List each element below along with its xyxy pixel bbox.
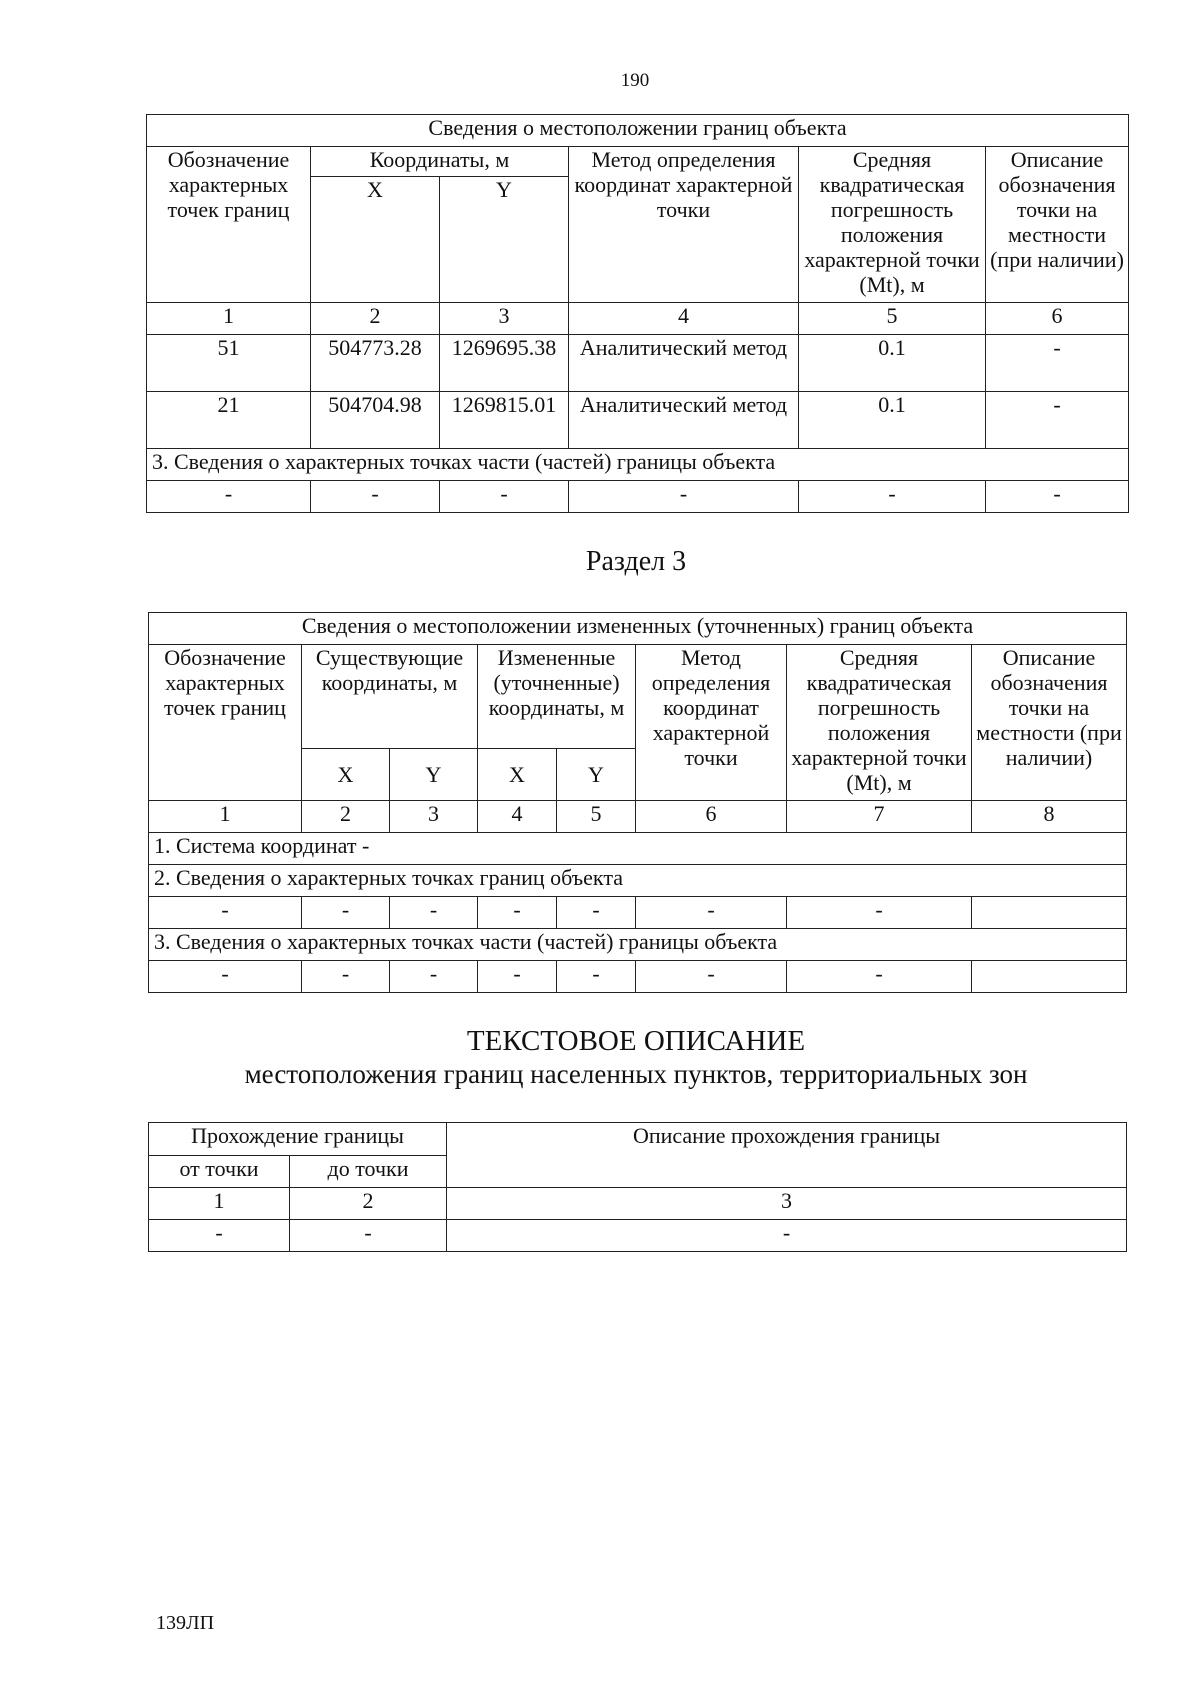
boundary-location-table bbox=[146, 114, 1129, 513]
changed-boundary-table bbox=[148, 612, 1127, 993]
header-changed-coords: Измененные (уточненные) координаты, м bbox=[478, 645, 636, 749]
footer-code: 139ЛП bbox=[156, 1612, 215, 1634]
header-method: Метод определения координат характерной точки bbox=[569, 147, 799, 303]
header-point: Обозначение характерных точек границ bbox=[149, 645, 302, 801]
cell-method: Аналитический метод bbox=[569, 335, 799, 392]
cell-empty: - bbox=[149, 1220, 290, 1252]
header-error: Средняя квадратическая погрешность положения характерной точки (Mt), м bbox=[787, 645, 972, 801]
cell-empty: - bbox=[557, 961, 636, 993]
col-number: 2 bbox=[302, 801, 390, 833]
header-existing-coords: Существующие координаты, м bbox=[302, 645, 478, 749]
cell-empty: - bbox=[478, 897, 557, 929]
cell-error: 0.1 bbox=[799, 392, 986, 449]
section3-label: 3. Сведения о характерных точках части (частей) границы объекта bbox=[149, 929, 1127, 961]
header-description: Описание обозначения точки на местности (при наличии) bbox=[972, 645, 1127, 801]
col-number: 7 bbox=[787, 801, 972, 833]
section2-label: 2. Сведения о характерных точках границ объекта bbox=[149, 865, 1127, 897]
header-x: X bbox=[311, 177, 440, 303]
section-heading: Раздел 3 bbox=[585, 546, 687, 577]
table-row bbox=[149, 897, 1127, 929]
cell-x: 504773.28 bbox=[311, 335, 440, 392]
col-number: 3 bbox=[440, 303, 569, 335]
col-number: 3 bbox=[447, 1188, 1127, 1220]
cell-empty: - bbox=[149, 961, 302, 993]
header-x: X bbox=[478, 749, 557, 801]
col-number: 2 bbox=[290, 1188, 447, 1220]
table-title: Сведения о местоположении границ объекта bbox=[147, 115, 1129, 147]
cell-empty: - bbox=[147, 481, 311, 513]
table-row bbox=[147, 481, 1129, 513]
cell-empty: - bbox=[302, 961, 390, 993]
cell-empty: - bbox=[787, 897, 972, 929]
header-from-point: от точки bbox=[149, 1156, 290, 1188]
cell-error: 0.1 bbox=[799, 335, 986, 392]
header-y: Y bbox=[557, 749, 636, 801]
header-coords: Координаты, м bbox=[311, 147, 569, 177]
cell-empty: - bbox=[390, 897, 478, 929]
header-description: Описание обозначения точки на местности (при наличии) bbox=[986, 147, 1129, 303]
cell-empty: - bbox=[636, 897, 787, 929]
cell-empty: - bbox=[478, 961, 557, 993]
table-row bbox=[147, 392, 1129, 449]
header-passage-description: Описание прохождения границы bbox=[447, 1123, 1127, 1188]
col-number: 5 bbox=[799, 303, 986, 335]
col-number: 5 bbox=[557, 801, 636, 833]
boundary-passage-table bbox=[148, 1122, 1127, 1252]
cell-empty: - bbox=[440, 481, 569, 513]
header-method: Метод определения координат характерной точки bbox=[636, 645, 787, 801]
cell-empty: - bbox=[557, 897, 636, 929]
header-error: Средняя квадратическая погрешность положения характерной точки (Mt), м bbox=[799, 147, 986, 303]
cell-empty: - bbox=[799, 481, 986, 513]
col-number: 1 bbox=[149, 801, 302, 833]
table-row bbox=[147, 335, 1129, 392]
cell-point: 21 bbox=[147, 392, 311, 449]
cell-empty: - bbox=[447, 1220, 1127, 1252]
text-description-title: ТЕКСТОВОЕ ОПИСАНИЕ bbox=[466, 1025, 806, 1057]
cell-empty: - bbox=[986, 481, 1129, 513]
col-number: 6 bbox=[636, 801, 787, 833]
cell-empty bbox=[972, 897, 1127, 929]
coord-system-label: 1. Система координат - bbox=[149, 833, 1127, 865]
col-number: 2 bbox=[311, 303, 440, 335]
text-description-subtitle: местоположения границ населенных пунктов, территориальных зон bbox=[244, 1059, 1028, 1089]
header-passage: Прохождение границы bbox=[149, 1123, 447, 1156]
table-row bbox=[149, 961, 1127, 993]
col-number: 8 bbox=[972, 801, 1127, 833]
cell-description: - bbox=[986, 392, 1129, 449]
cell-empty: - bbox=[311, 481, 440, 513]
table-row bbox=[149, 1220, 1127, 1252]
cell-description: - bbox=[986, 335, 1129, 392]
col-number: 1 bbox=[147, 303, 311, 335]
cell-empty bbox=[972, 961, 1127, 993]
cell-empty: - bbox=[290, 1220, 447, 1252]
header-x: X bbox=[302, 749, 390, 801]
cell-x: 504704.98 bbox=[311, 392, 440, 449]
col-number: 6 bbox=[986, 303, 1129, 335]
page-number: 190 bbox=[620, 70, 650, 91]
section3-label: 3. Сведения о характерных точках части (частей) границы объекта bbox=[147, 449, 1129, 481]
cell-empty: - bbox=[149, 897, 302, 929]
header-to-point: до точки bbox=[290, 1156, 447, 1188]
col-number: 1 bbox=[149, 1188, 290, 1220]
cell-empty: - bbox=[636, 961, 787, 993]
table-title: Сведения о местоположении измененных (уточненных) границ объекта bbox=[149, 613, 1127, 645]
cell-y: 1269695.38 bbox=[440, 335, 569, 392]
col-number: 4 bbox=[478, 801, 557, 833]
cell-y: 1269815.01 bbox=[440, 392, 569, 449]
cell-empty: - bbox=[787, 961, 972, 993]
cell-method: Аналитический метод bbox=[569, 392, 799, 449]
col-number: 4 bbox=[569, 303, 799, 335]
col-number: 3 bbox=[390, 801, 478, 833]
header-point: Обозначение характерных точек границ bbox=[147, 147, 311, 303]
header-y: Y bbox=[390, 749, 478, 801]
cell-point: 51 bbox=[147, 335, 311, 392]
cell-empty: - bbox=[390, 961, 478, 993]
cell-empty: - bbox=[302, 897, 390, 929]
header-y: Y bbox=[440, 177, 569, 303]
cell-empty: - bbox=[569, 481, 799, 513]
